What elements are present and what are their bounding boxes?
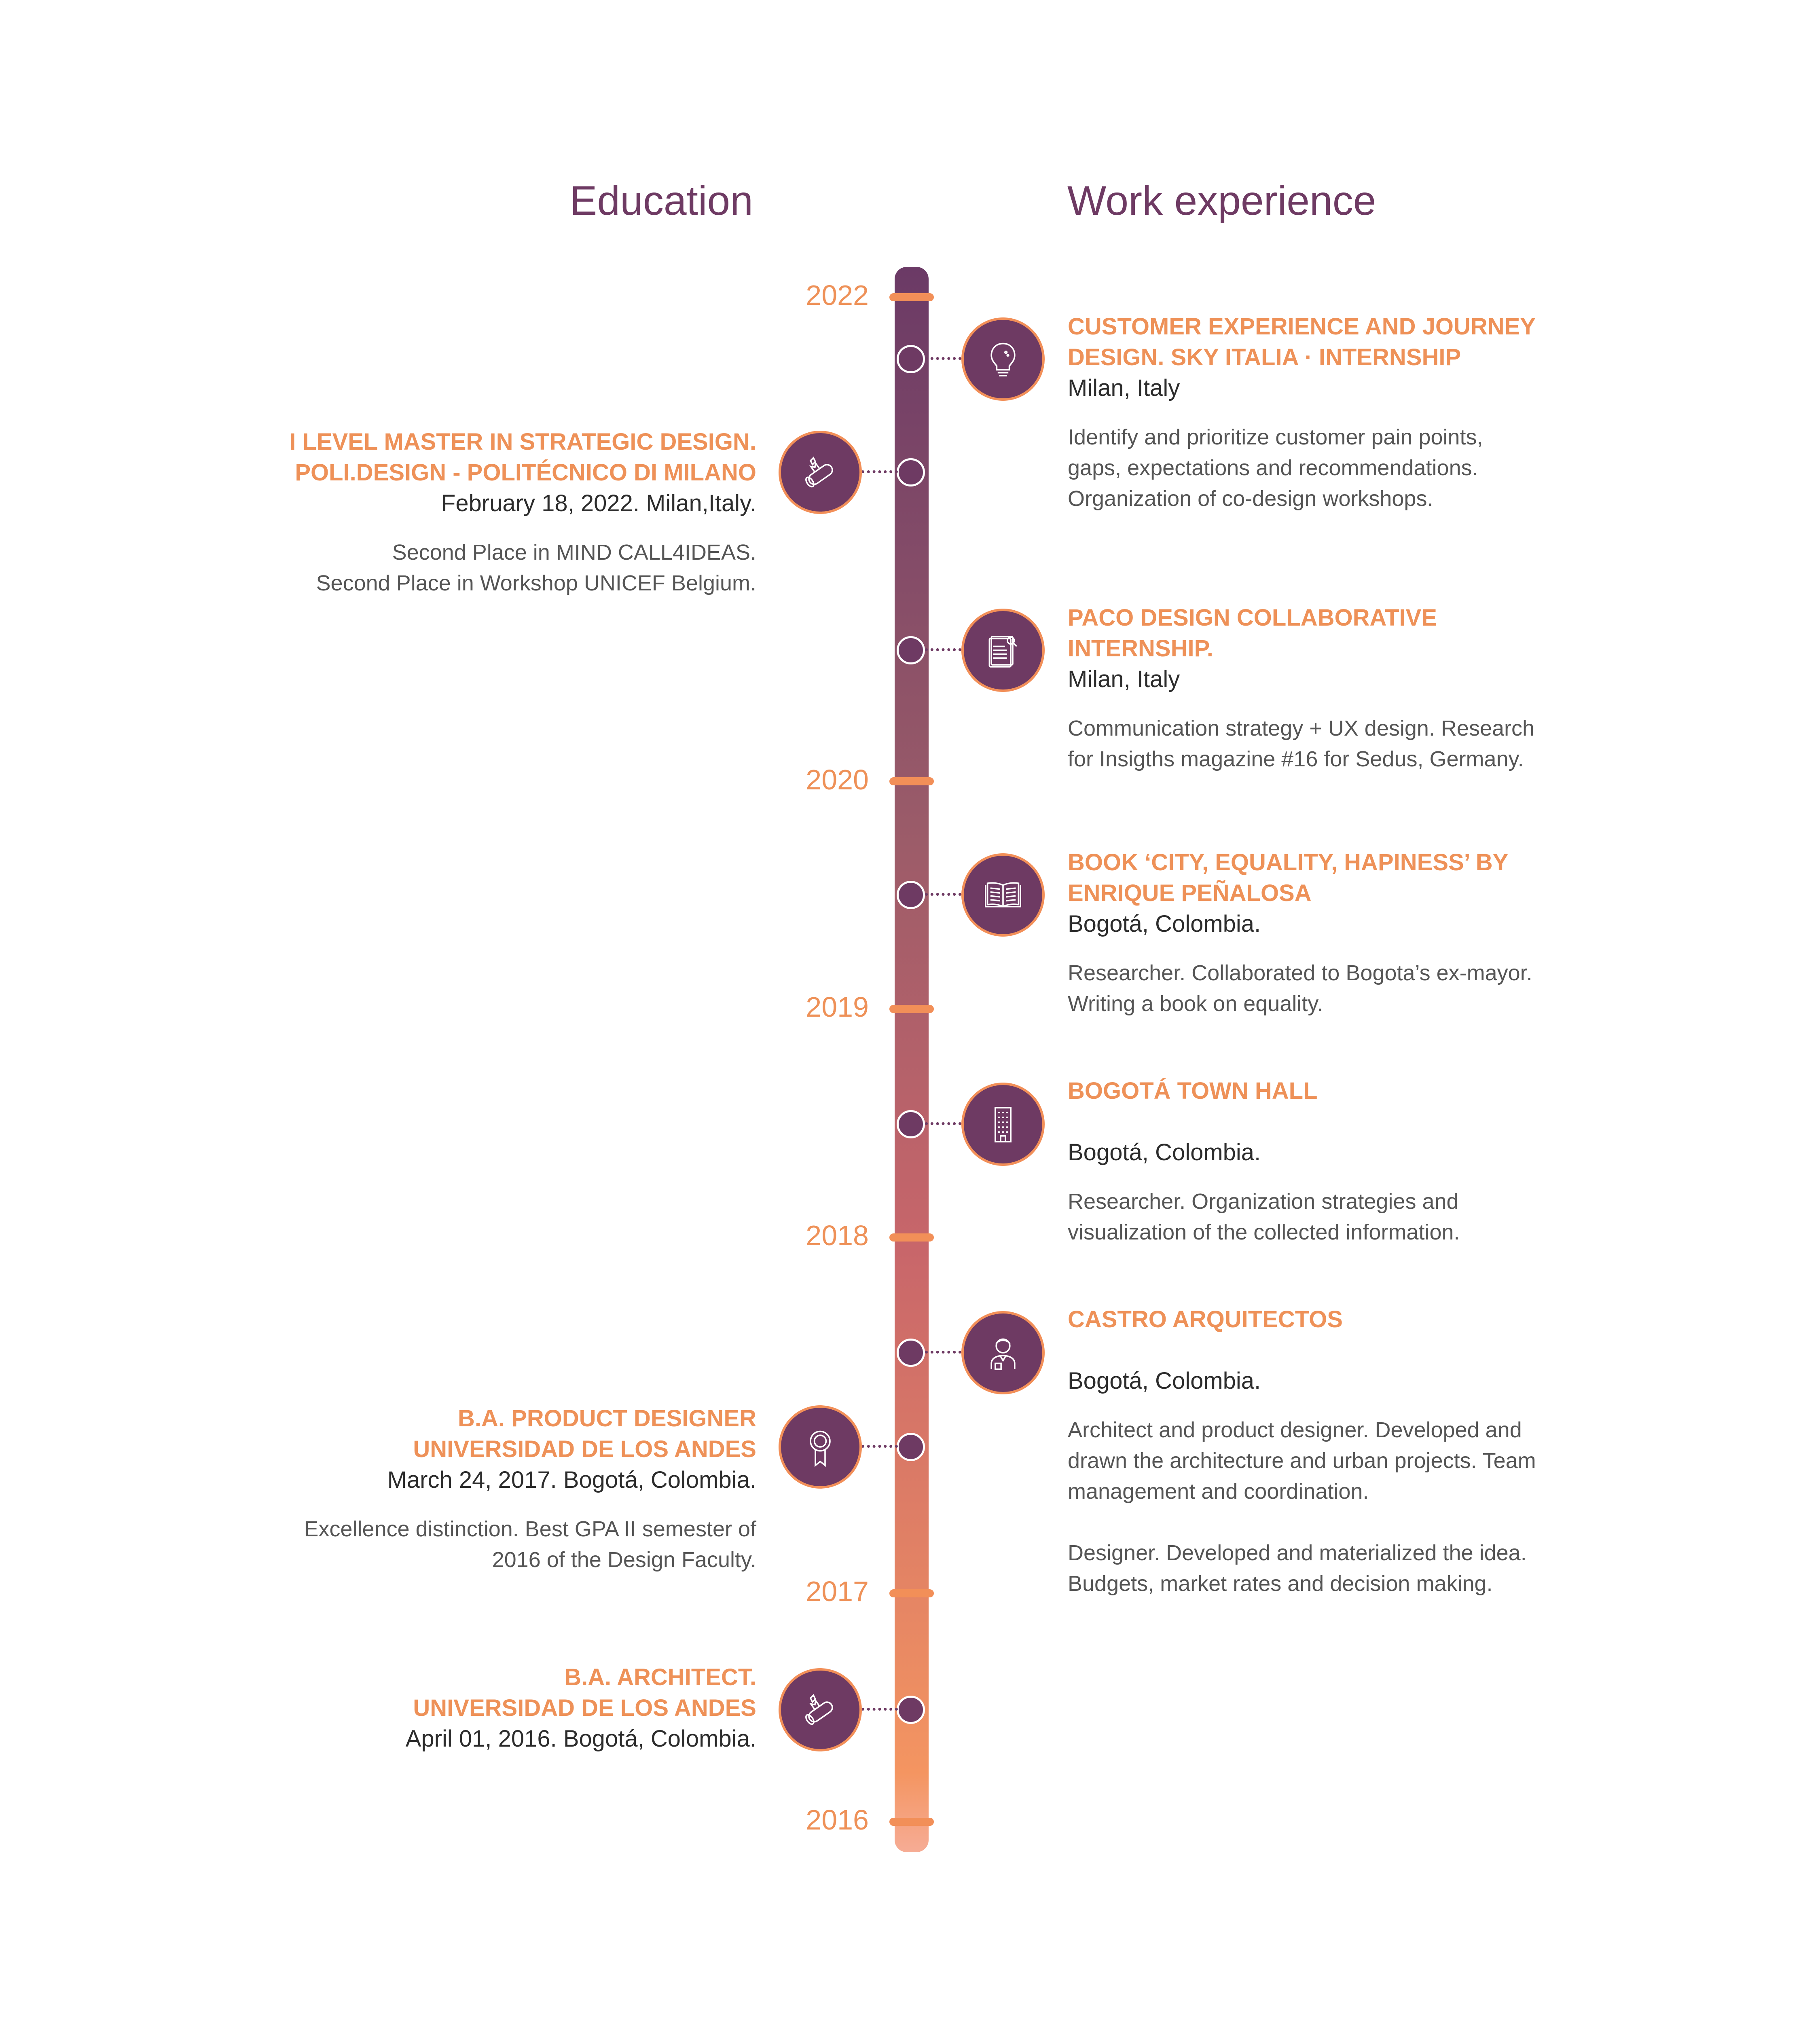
entry-title: ENRIQUE PEÑALOSA <box>1068 880 1312 906</box>
year-tick <box>889 1233 934 1242</box>
document-search-icon <box>961 609 1045 692</box>
entry-title: CASTRO ARQUITECTOS <box>1068 1306 1343 1332</box>
timeline-node <box>897 345 925 373</box>
education-heading: Education <box>569 178 753 224</box>
entry-title: POLI.DESIGN - POLITÉCNICO DI MILANO <box>295 459 756 486</box>
entry-description: Excellence distinction. Best GPA II semester of <box>304 1517 756 1541</box>
entry-title: INTERNSHIP. <box>1068 635 1213 662</box>
connector-dots <box>925 357 961 360</box>
building-icon <box>961 1083 1045 1166</box>
entry-description: Architect and product designer. Developed and <box>1068 1418 1522 1442</box>
entry-description: Researcher. Organization strategies and <box>1068 1189 1459 1214</box>
education-entry <box>190 427 756 599</box>
entry-title: PACO DESIGN COLLABORATIVE <box>1068 605 1437 631</box>
connector-dots <box>925 1122 961 1125</box>
work-entry <box>1068 1304 1614 1599</box>
entry-description: for Insigths magazine #16 for Sedus, Germany. <box>1068 747 1524 771</box>
timeline-node <box>897 1433 925 1461</box>
work-experience-heading: Work experience <box>1067 178 1376 224</box>
work-entry <box>1068 311 1614 514</box>
entry-place: Bogotá, Colombia. <box>1068 1139 1261 1165</box>
open-book-icon <box>961 853 1045 937</box>
entry-place: Bogotá, Colombia. <box>1068 911 1261 937</box>
entry-date-place: April 01, 2016. Bogotá, Colombia. <box>405 1726 756 1752</box>
person-icon <box>961 1311 1045 1394</box>
connector-dots <box>861 1445 898 1448</box>
work-entry <box>1068 603 1614 774</box>
entry-title: B.A. PRODUCT DESIGNER <box>458 1405 756 1432</box>
entry-description: gaps, expectations and recommendations. <box>1068 456 1478 480</box>
year-label: 2018 <box>806 1220 869 1251</box>
entry-description: Writing a book on equality. <box>1068 992 1323 1016</box>
work-entry <box>1068 1076 1614 1248</box>
entry-place: Bogotá, Colombia. <box>1068 1368 1261 1394</box>
diploma-icon <box>779 1668 862 1751</box>
timeline-node <box>897 636 925 664</box>
entry-description: management and coordination. <box>1068 1479 1369 1504</box>
entry-place: Milan, Italy <box>1068 666 1180 692</box>
timeline-bar <box>895 267 929 1852</box>
entry-title: B.A. ARCHITECT. <box>564 1664 756 1690</box>
year-tick <box>889 1818 934 1826</box>
year-label: 2017 <box>806 1576 869 1607</box>
timeline-node <box>897 458 925 486</box>
entry-description: Researcher. Collaborated to Bogota’s ex-mayor. <box>1068 961 1532 985</box>
timeline-node <box>897 1110 925 1138</box>
entry-description: Organization of co-design workshops. <box>1068 486 1433 511</box>
entry-title: BOGOTÁ TOWN HALL <box>1068 1078 1318 1104</box>
entry-description: Budgets, market rates and decision making. <box>1068 1571 1493 1596</box>
entry-title: DESIGN. SKY ITALIA · INTERNSHIP <box>1068 344 1461 370</box>
year-label: 2022 <box>806 279 869 311</box>
timeline-node <box>897 1696 925 1724</box>
entry-description: 2016 of the Design Faculty. <box>492 1548 756 1572</box>
entry-title: I LEVEL MASTER IN STRATEGIC DESIGN. <box>289 429 756 455</box>
entry-description: Designer. Developed and materialized the idea. <box>1068 1541 1527 1565</box>
entry-place: Milan, Italy <box>1068 375 1180 401</box>
education-entry <box>190 1662 756 1754</box>
education-entry <box>190 1403 756 1575</box>
connector-dots <box>925 1351 961 1354</box>
entry-description: drawn the architecture and urban projects. Team <box>1068 1449 1536 1473</box>
connector-dots <box>861 1708 898 1711</box>
entry-description: Second Place in MIND CALL4IDEAS. <box>392 540 756 565</box>
year-label: 2020 <box>806 764 869 795</box>
timeline-node <box>897 1339 925 1367</box>
entry-description: visualization of the collected information. <box>1068 1220 1460 1244</box>
year-tick <box>889 293 934 301</box>
year-label: 2016 <box>806 1804 869 1836</box>
connector-dots <box>925 648 961 651</box>
entry-title: UNIVERSIDAD DE LOS ANDES <box>413 1695 756 1721</box>
diploma-icon <box>779 431 862 514</box>
work-entry <box>1068 847 1614 1019</box>
entry-title: BOOK ‘CITY, EQUALITY, HAPINESS’ BY <box>1068 849 1509 876</box>
award-ribbon-icon <box>779 1405 862 1489</box>
year-tick <box>889 1589 934 1597</box>
entry-title: UNIVERSIDAD DE LOS ANDES <box>413 1436 756 1462</box>
timeline-node <box>897 881 925 909</box>
entry-description: Identify and prioritize customer pain points, <box>1068 425 1483 449</box>
entry-date-place: February 18, 2022. Milan,Italy. <box>441 490 756 516</box>
year-tick <box>889 1005 934 1013</box>
entry-description: Communication strategy + UX design. Research <box>1068 716 1535 740</box>
entry-date-place: March 24, 2017. Bogotá, Colombia. <box>387 1467 756 1493</box>
entry-title: CUSTOMER EXPERIENCE AND JOURNEY <box>1068 313 1536 340</box>
connector-dots <box>861 470 898 473</box>
lightbulb-icon <box>961 317 1045 401</box>
year-label: 2019 <box>806 991 869 1023</box>
year-tick <box>889 777 934 785</box>
connector-dots <box>925 893 961 896</box>
entry-description: Second Place in Workshop UNICEF Belgium. <box>316 571 756 595</box>
